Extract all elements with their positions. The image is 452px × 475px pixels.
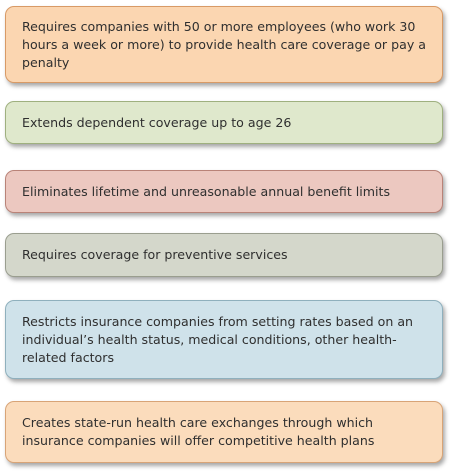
provision-box-dependent-coverage xyxy=(5,101,443,144)
provision-text: Requires coverage for preventive services xyxy=(22,247,288,262)
provision-text: Restricts insurance companies from setting rates based on an individual’s health status, medical conditions, other health-related factors xyxy=(22,313,414,365)
provision-text: Creates state-run health care exchanges through which insurance companies will offer competitive health plans xyxy=(22,415,375,448)
provision-box-health-exchanges xyxy=(5,401,443,463)
provision-box-employer-mandate xyxy=(5,6,443,83)
provision-box-benefit-limits xyxy=(5,170,443,213)
provision-text: Extends dependent coverage up to age 26 xyxy=(22,114,292,130)
provision-box-preventive-services xyxy=(5,233,443,277)
provision-text: Eliminates lifetime and unreasonable annual benefit limits xyxy=(22,183,391,199)
provision-box-rate-restrictions xyxy=(5,300,443,379)
provision-text: Requires companies with 50 or more employees (who work 30 hours a week or more) to provide health care coverage or pay a penalty xyxy=(22,18,426,70)
